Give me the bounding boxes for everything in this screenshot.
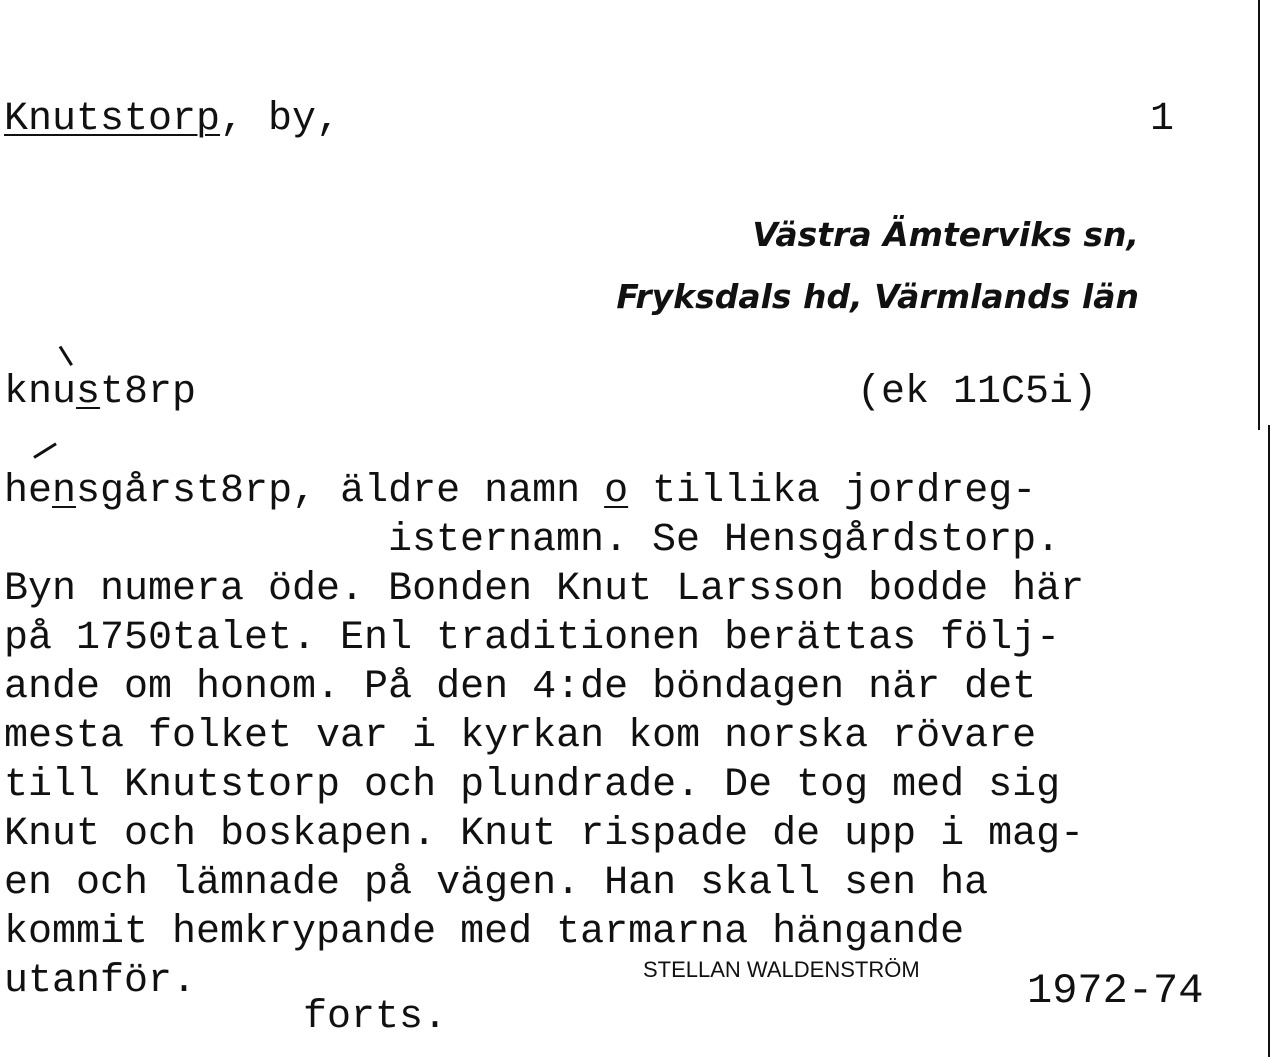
entry-line: kommit hemkrypande med tarmarna hängande: [4, 910, 965, 955]
entry-line: en och lämnade på vägen. Han skall sen ha: [4, 861, 989, 906]
entry-line: på 1750talet. Enl traditionen berättas följ-: [4, 616, 1061, 661]
parish-stamp: Västra Ämterviks sn,: [752, 215, 1139, 254]
scan-edge-line: [1268, 425, 1270, 1057]
scan-edge-line: [1258, 0, 1260, 430]
entry-line: till Knutstorp och plundrade. De tog med sig: [4, 763, 1061, 808]
map-reference: (ek 11C5i): [857, 370, 1098, 415]
entry-line: Byn numera öde. Bonden Knut Larsson bodde här: [4, 567, 1085, 612]
place-type: , by,: [220, 97, 341, 142]
entry-line: isternamn. Se Hensgårdstorp.: [388, 518, 1061, 563]
entry-body: [4, 467, 1084, 1006]
stress-mark: [59, 346, 73, 366]
continued-note: forts.: [303, 995, 448, 1040]
entry-title: [4, 95, 340, 144]
place-name: Knutstorp: [4, 97, 221, 142]
district-stamp: Fryksdals hd, Värmlands län: [616, 277, 1139, 316]
author-stamp: STELLAN WALDENSTRÖM: [643, 957, 920, 982]
entry-line: ande om honom. På den 4:de böndagen när det: [4, 665, 1037, 710]
entry-line: mesta folket var i kyrkan kom norska rövare: [4, 714, 1037, 759]
page-number: 1: [1150, 97, 1175, 142]
entry-line: hensgårst8rp, äldre namn o tillika jordreg-: [4, 469, 1037, 514]
entry-line: utanför.: [4, 959, 197, 1004]
stressed-letter: s: [76, 370, 101, 415]
pronunciation: knust8rp: [4, 370, 197, 415]
years: 1972-74: [1027, 967, 1204, 1015]
stress-mark: [33, 442, 57, 458]
entry-line: Knut och boskapen. Knut rispade de upp i mag-: [4, 812, 1085, 857]
entry-lines: [4, 565, 1084, 1006]
